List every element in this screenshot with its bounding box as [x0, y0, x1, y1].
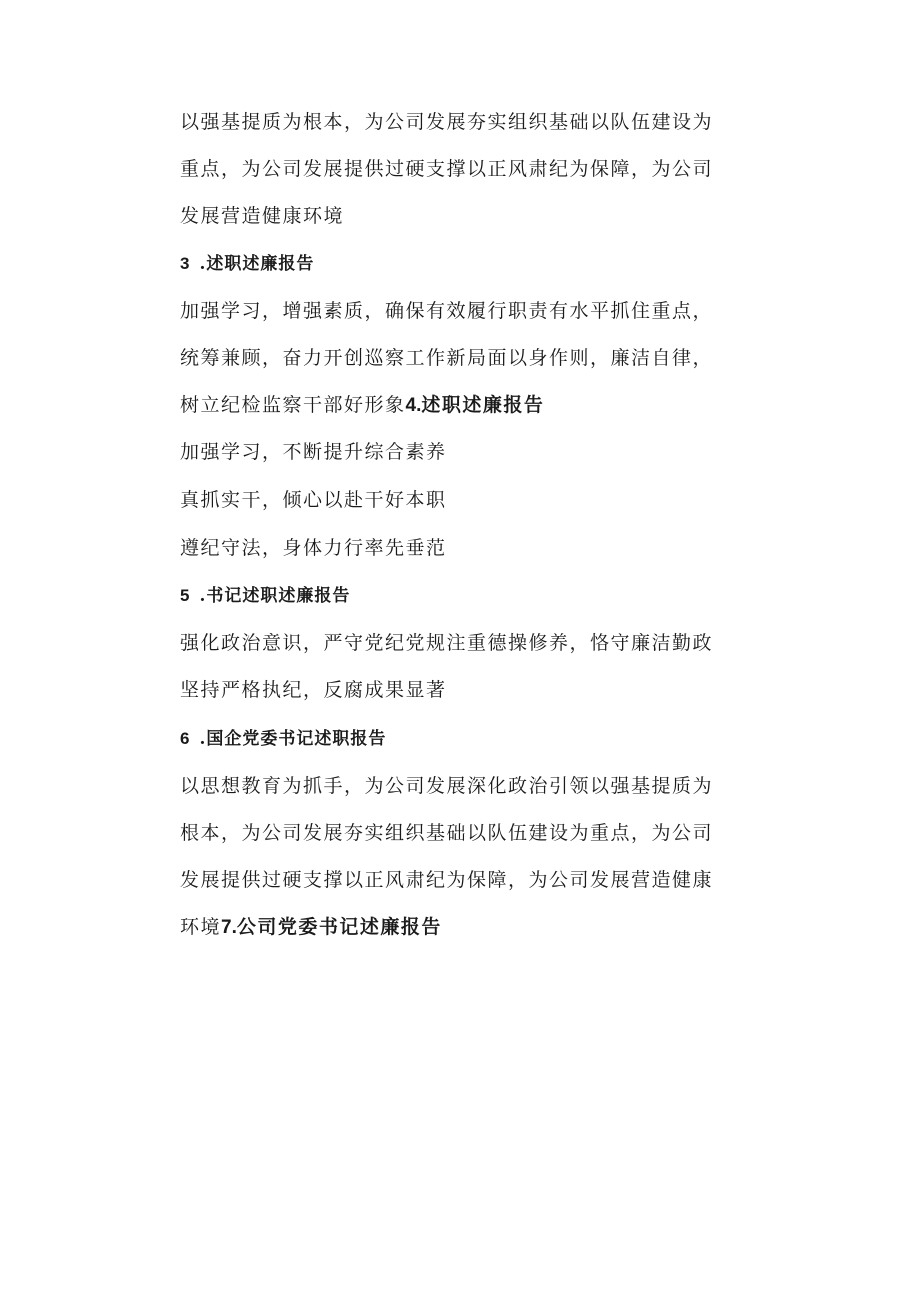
section-heading-6 — [180, 727, 386, 751]
paragraph-line: 发展营造健康环境 — [180, 205, 345, 227]
paragraph-line: 坚持严格执纪，反腐成果显著 — [180, 679, 447, 701]
paragraph-line: 根本，为公司发展夯实组织基础以队伍建设为重点，为公司 — [180, 822, 714, 844]
paragraph-line: 强化政治意识，严守党纪党规注重德操修养，恪守廉洁勤政 — [180, 632, 714, 654]
paragraph-text: 环境 — [180, 916, 222, 938]
section-number: 5 — [180, 586, 190, 605]
paragraph-line: 以思想教育为抓手，为公司发展深化政治引领以强基提质为 — [180, 775, 714, 797]
paragraph-line: 加强学习，增强素质，确保有效履行职责有水平抓住重点， — [180, 300, 714, 322]
section-number: 3 — [180, 254, 190, 273]
section-title: .国企党委书记述职报告 — [199, 729, 387, 749]
section-number: 6 — [180, 729, 190, 748]
section-title: .述职述廉报告 — [199, 254, 315, 274]
paragraph-text: 树立纪检监察干部好形象 — [180, 394, 406, 416]
section-title: 述职述廉报告 — [421, 394, 545, 416]
section-heading-3 — [180, 252, 314, 276]
paragraph-line: 真抓实干，倾心以赴干好本职 — [180, 489, 447, 511]
paragraph-line: 遵纪守法，身体力行率先垂范 — [180, 537, 447, 559]
paragraph-line: 加强学习，不断提升综合素养 — [180, 441, 447, 463]
section-number: 4. — [405, 395, 422, 416]
paragraph-line: 重点，为公司发展提供过硬支撑以正风肃纪为保障，为公司 — [180, 158, 714, 180]
paragraph-line — [180, 393, 544, 418]
section-number: 7. — [221, 917, 237, 938]
paragraph-line: 以强基提质为根本，为公司发展夯实组织基础以队伍建设为 — [180, 111, 714, 133]
section-title: .书记述职述廉报告 — [199, 586, 351, 606]
paragraph-line: 统筹兼顾，奋力开创巡察工作新局面以身作则，廉洁自律， — [180, 347, 714, 369]
paragraph-line: 发展提供过硬支撑以正风肃纪为保障，为公司发展营造健康 — [180, 869, 714, 891]
section-title: 公司党委书记述廉报告 — [236, 916, 442, 938]
section-heading-5 — [180, 584, 350, 608]
paragraph-line — [180, 915, 442, 940]
